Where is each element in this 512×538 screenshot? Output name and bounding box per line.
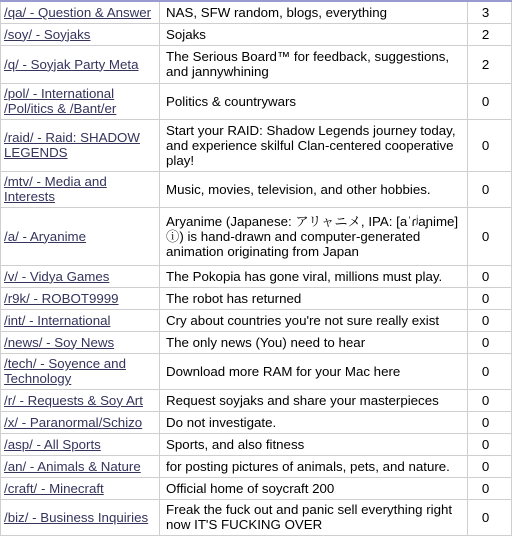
board-name-cell — [1, 353, 160, 389]
board-name-cell — [1, 23, 160, 45]
board-name-cell — [1, 1, 160, 23]
board-description: The robot has returned — [160, 287, 468, 309]
board-description: Cry about countries you're not sure really exist — [160, 309, 468, 331]
board-name-cell — [1, 207, 160, 265]
table-row — [1, 119, 512, 171]
table-row — [1, 171, 512, 207]
table-row — [1, 433, 512, 455]
board-description: Politics & countrywars — [160, 83, 468, 119]
table-row — [1, 477, 512, 499]
board-description: Sports, and also fitness — [160, 433, 468, 455]
board-link-q[interactable]: /q/ - Soyjak Party Meta — [4, 56, 139, 72]
table-row — [1, 309, 512, 331]
board-description: Do not investigate. — [160, 411, 468, 433]
board-link-x[interactable]: /x/ - Paranormal/Schizo — [4, 414, 143, 430]
board-link-pol[interactable]: /pol/ - International /Pol/itics & /Bant/er — [4, 86, 117, 116]
board-link-r[interactable]: /r/ - Requests & Soy Art — [4, 392, 143, 408]
table-row — [1, 45, 512, 83]
table-row — [1, 455, 512, 477]
board-post-count: 0 — [467, 119, 511, 171]
board-description: Start your RAID: Shadow Legends journey today, and experience skilful Clan-centered cooperative play! — [160, 119, 468, 171]
board-post-count: 0 — [467, 83, 511, 119]
board-post-count: 0 — [467, 499, 511, 535]
board-description: Request soyjaks and share your masterpieces — [160, 389, 468, 411]
board-post-count: 0 — [467, 433, 511, 455]
board-list-body — [1, 1, 512, 535]
table-row — [1, 353, 512, 389]
board-description: Download more RAM for your Mac here — [160, 353, 468, 389]
board-name-cell — [1, 331, 160, 353]
board-post-count: 0 — [467, 411, 511, 433]
board-link-craft[interactable]: /craft/ - Minecraft — [4, 480, 104, 496]
board-name-cell — [1, 499, 160, 535]
board-name-cell — [1, 171, 160, 207]
board-description: NAS, SFW random, blogs, everything — [160, 1, 468, 23]
board-post-count: 0 — [467, 389, 511, 411]
board-post-count: 2 — [467, 45, 511, 83]
board-description: for posting pictures of animals, pets, and nature. — [160, 455, 468, 477]
table-row — [1, 207, 512, 265]
board-link-biz[interactable]: /biz/ - Business Inquiries — [4, 509, 149, 525]
board-name-cell — [1, 287, 160, 309]
board-description: Music, movies, television, and other hobbies. — [160, 171, 468, 207]
board-link-an[interactable]: /an/ - Animals & Nature — [4, 458, 141, 474]
board-post-count: 0 — [467, 309, 511, 331]
table-row — [1, 287, 512, 309]
board-post-count: 2 — [467, 23, 511, 45]
board-link-raid[interactable]: /raid/ - Raid: SHADOW LEGENDS — [4, 130, 140, 160]
board-post-count: 0 — [467, 265, 511, 287]
board-name-cell — [1, 389, 160, 411]
board-link-soy[interactable]: /soy/ - Soyjaks — [4, 26, 91, 42]
board-name-cell — [1, 433, 160, 455]
table-row — [1, 23, 512, 45]
board-link-v[interactable]: /v/ - Vidya Games — [4, 268, 110, 284]
board-post-count: 0 — [467, 353, 511, 389]
table-row — [1, 411, 512, 433]
table-row — [1, 499, 512, 535]
board-description: Aryanime (Japanese: アリャニメ, IPA: [aˈɾʲaɲime] ⓘ) is hand-drawn and computer-generated animation originating from Japan — [160, 207, 468, 265]
board-post-count: 0 — [467, 207, 511, 265]
board-description: The only news (You) need to hear — [160, 331, 468, 353]
board-name-cell — [1, 83, 160, 119]
board-description: The Serious Board™ for feedback, suggestions, and jannywhining — [160, 45, 468, 83]
board-post-count: 0 — [467, 455, 511, 477]
table-row — [1, 1, 512, 23]
board-link-asp[interactable]: /asp/ - All Sports — [4, 436, 101, 452]
board-name-cell — [1, 477, 160, 499]
table-row — [1, 389, 512, 411]
board-link-qa[interactable]: /qa/ - Question & Answer — [4, 4, 152, 20]
board-link-mtv[interactable]: /mtv/ - Media and Interests — [4, 174, 107, 204]
board-post-count: 3 — [467, 1, 511, 23]
board-post-count: 0 — [467, 331, 511, 353]
board-post-count: 0 — [467, 287, 511, 309]
board-name-cell — [1, 119, 160, 171]
board-post-count: 0 — [467, 477, 511, 499]
board-name-cell — [1, 411, 160, 433]
board-link-news[interactable]: /news/ - Soy News — [4, 334, 115, 350]
board-name-cell — [1, 265, 160, 287]
board-description: Sojaks — [160, 23, 468, 45]
board-link-int[interactable]: /int/ - International — [4, 312, 111, 328]
table-row — [1, 331, 512, 353]
board-description: Official home of soycraft 200 — [160, 477, 468, 499]
table-row — [1, 83, 512, 119]
board-link-r9k[interactable]: /r9k/ - ROBOT9999 — [4, 290, 119, 306]
board-name-cell — [1, 45, 160, 83]
board-name-cell — [1, 455, 160, 477]
board-post-count: 0 — [467, 171, 511, 207]
board-link-a[interactable]: /a/ - Aryanime — [4, 228, 87, 244]
table-row — [1, 265, 512, 287]
board-name-cell — [1, 309, 160, 331]
board-description: The Pokopia has gone viral, millions must play. — [160, 265, 468, 287]
board-link-tech[interactable]: /tech/ - Soyence and Technology — [4, 356, 126, 386]
board-description: Freak the fuck out and panic sell everything right now IT'S FUCKING OVER — [160, 499, 468, 535]
